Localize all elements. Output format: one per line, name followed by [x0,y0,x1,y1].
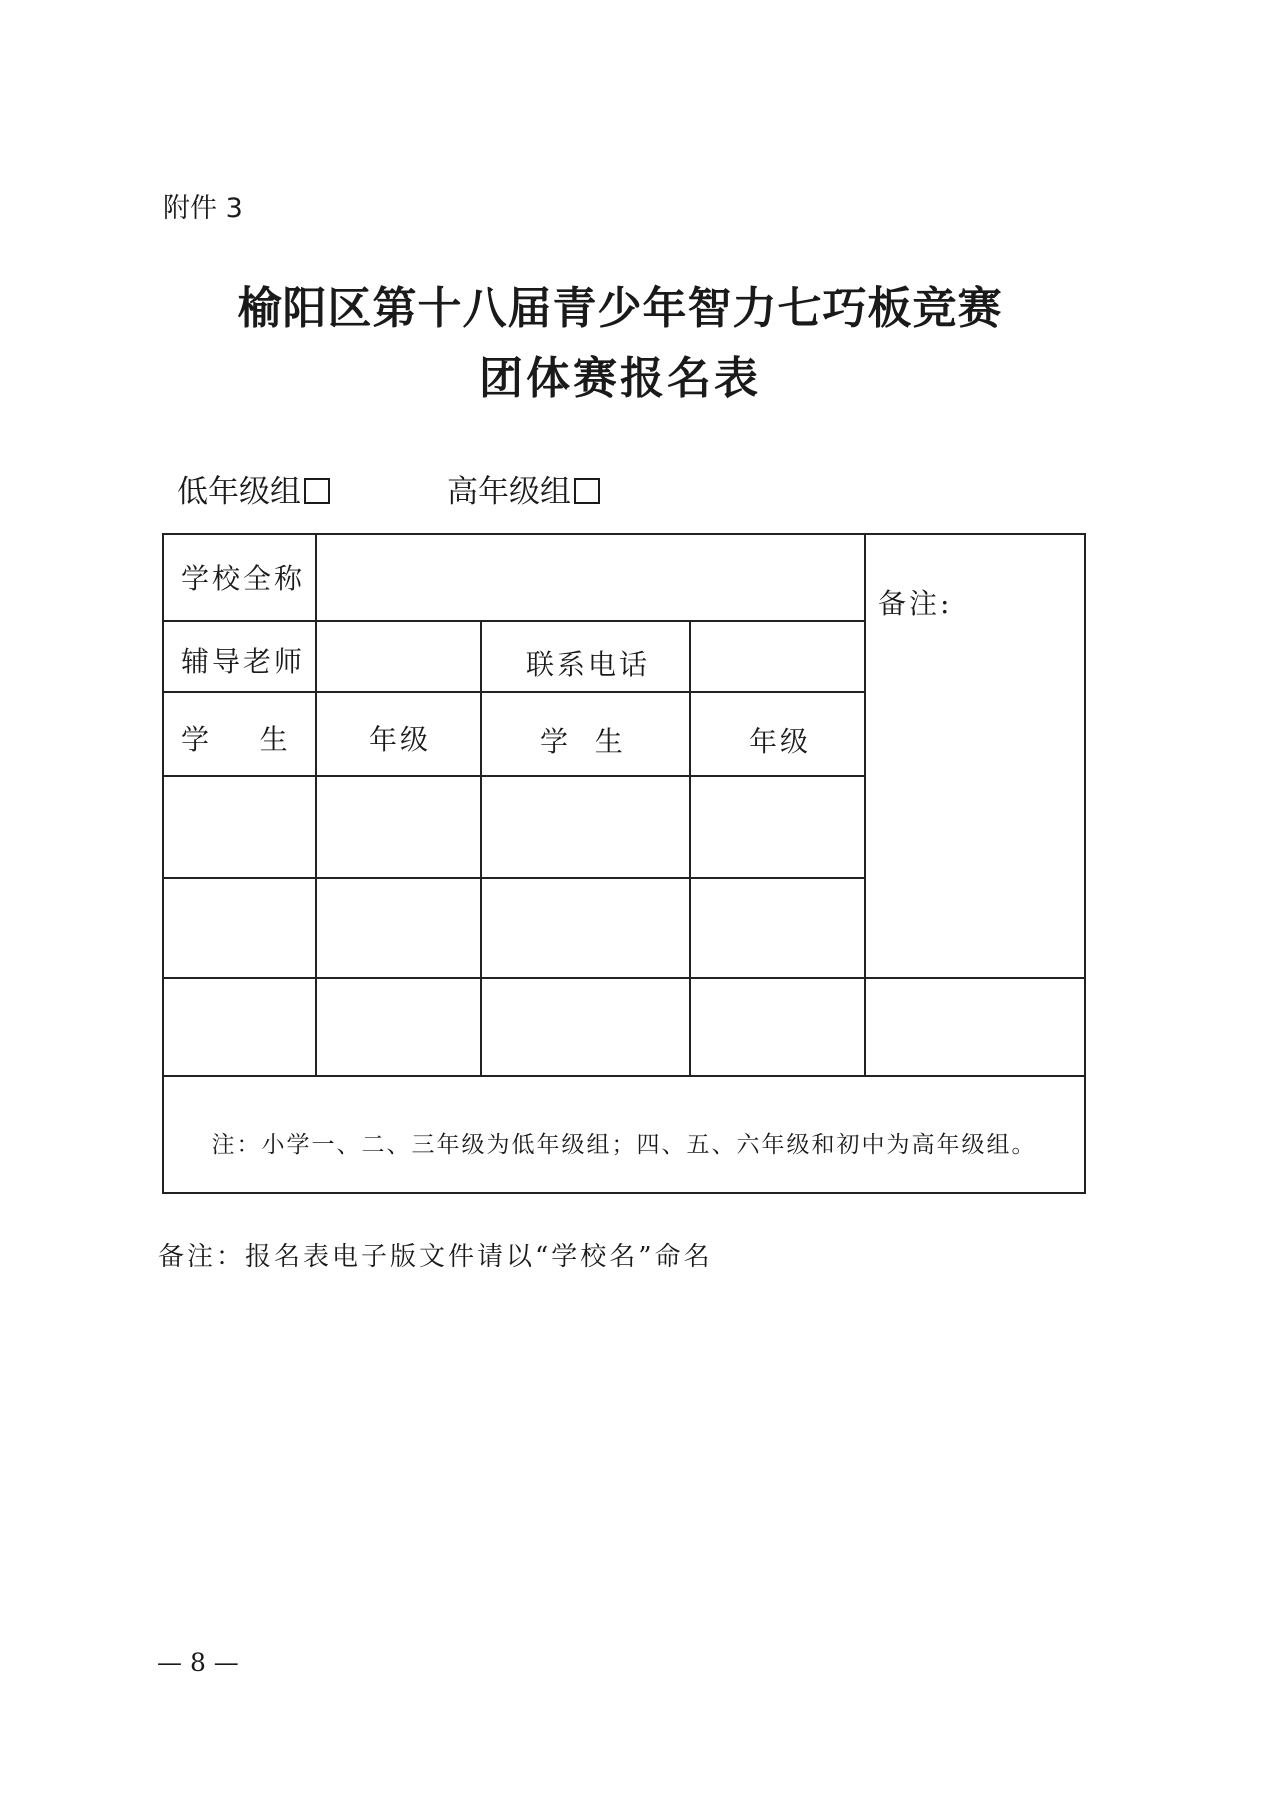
phone-field[interactable] [691,622,864,691]
page-number: — 8 — [157,1648,239,1677]
table-border-right [1084,533,1086,1194]
table-border-bottom [162,1192,1086,1194]
attachment-label: 附件 3 [163,193,243,224]
school-name-label: 学校全称 [181,562,306,595]
high-grade-group-label: 高年级组 [447,474,571,510]
footer-remark: 备注：报名表电子版文件请以“学校名”命名 [158,1242,713,1272]
form-title-line-2: 团体赛报名表 [479,353,761,404]
high-grade-group-option[interactable] [447,466,600,511]
remarks-label: 备注: [878,587,953,620]
student-header-2: 学 生 [540,725,626,758]
low-grade-group-label: 低年级组 [177,474,301,510]
form-title-line-1: 榆阳区第十八届青少年智力七巧板竞赛 [237,283,1003,334]
student-header-1: 学 生 [181,723,291,756]
grade-group-note: 注：小学一、二、三年级为低年级组；四、五、六年级和初中为高年级组。 [211,1132,1037,1158]
low-grade-group-option[interactable] [177,466,330,511]
row-divider [162,1075,1086,1077]
high-grade-checkbox[interactable] [574,478,600,504]
teacher-label: 辅导老师 [181,645,306,678]
phone-label: 联系电话 [526,648,651,681]
row-divider [162,775,865,777]
table-border-left [162,533,164,1194]
column-divider [480,620,482,1077]
row-divider [162,877,865,879]
row-divider [162,691,865,693]
teacher-field[interactable] [317,622,480,691]
school-name-field[interactable] [317,535,864,620]
remarks-field[interactable] [866,620,1084,977]
low-grade-checkbox[interactable] [304,478,330,504]
grade-header-1: 年级 [369,723,432,756]
row-divider [162,977,1086,979]
grade-header-2: 年级 [749,725,812,758]
